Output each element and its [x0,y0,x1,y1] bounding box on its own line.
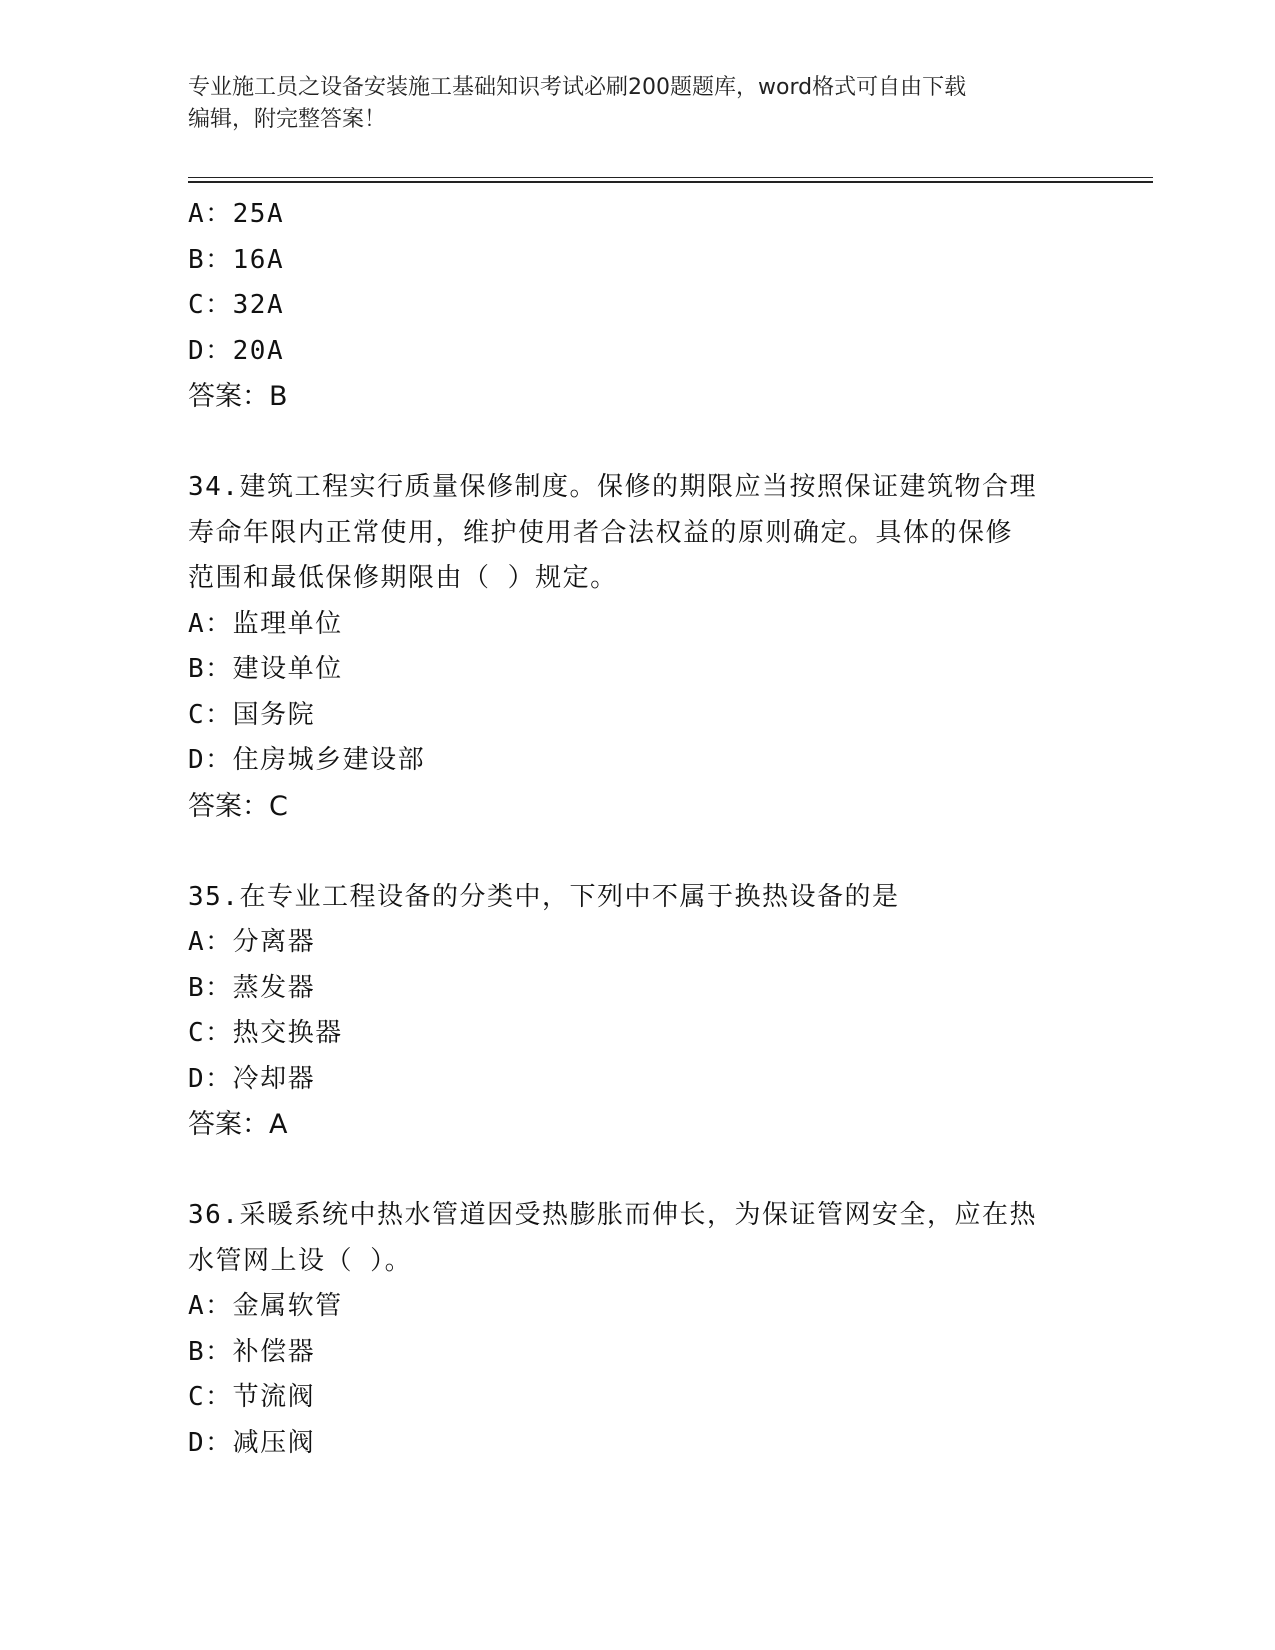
question-36 [188,1193,1088,1466]
option-d: D：20A [188,335,285,366]
option-d: D：减压阀 [188,1427,316,1458]
question-34 [188,465,1088,829]
option-a: A：25A [188,199,285,229]
option-c: C：国务院 [188,699,316,730]
option-c: C：32A [188,290,285,320]
header-line-1: 专业施工员之设备安装施工基础知识考试必刷200题题库，word格式可自由下载 [188,75,967,100]
question-list [188,192,1088,1466]
option-a: A：监理单位 [188,608,343,639]
option-a: A：金属软管 [188,1291,343,1321]
question-stem-line: 寿命年限内正常使用，维护使用者合法权益的原则确定。具体的保修 [188,517,1014,548]
header-divider-thin [188,177,1153,178]
option-b: B：建设单位 [188,654,343,684]
answer: 答案：A [188,1109,288,1140]
question-35 [188,875,1088,1148]
answer: 答案：B [188,381,288,412]
question-stem-line: 水管网上设（ ）。 [188,1245,413,1276]
spacer [188,1148,1088,1194]
question-stem-line: 36.采暖系统中热水管道因受热膨胀而伸长，为保证管网安全，应在热 [188,1200,1037,1230]
spacer [188,420,1088,466]
option-c: C：热交换器 [188,1018,343,1048]
option-c: C：节流阀 [188,1382,316,1412]
option-d: D：住房城乡建设部 [188,745,426,775]
header-line-2: 编辑，附完整答案！ [188,107,387,132]
option-a: A：分离器 [188,927,316,957]
spacer [188,829,1088,875]
question-stem-line: 范围和最低保修期限由（ ）规定。 [188,563,618,593]
option-b: B：补偿器 [188,1336,316,1367]
question-stem-line: 34.建筑工程实行质量保修制度。保修的期限应当按照保证建筑物合理 [188,472,1037,502]
question-stem-line: 35.在专业工程设备的分类中，下列中不属于换热设备的是 [188,881,900,912]
option-b: B：16A [188,244,285,275]
question-33 [188,192,1088,420]
header-divider-thick [188,181,1153,183]
document-header [188,72,1068,136]
answer: 答案：C [188,790,288,822]
option-d: D：冷却器 [188,1063,316,1094]
option-b: B：蒸发器 [188,972,316,1003]
